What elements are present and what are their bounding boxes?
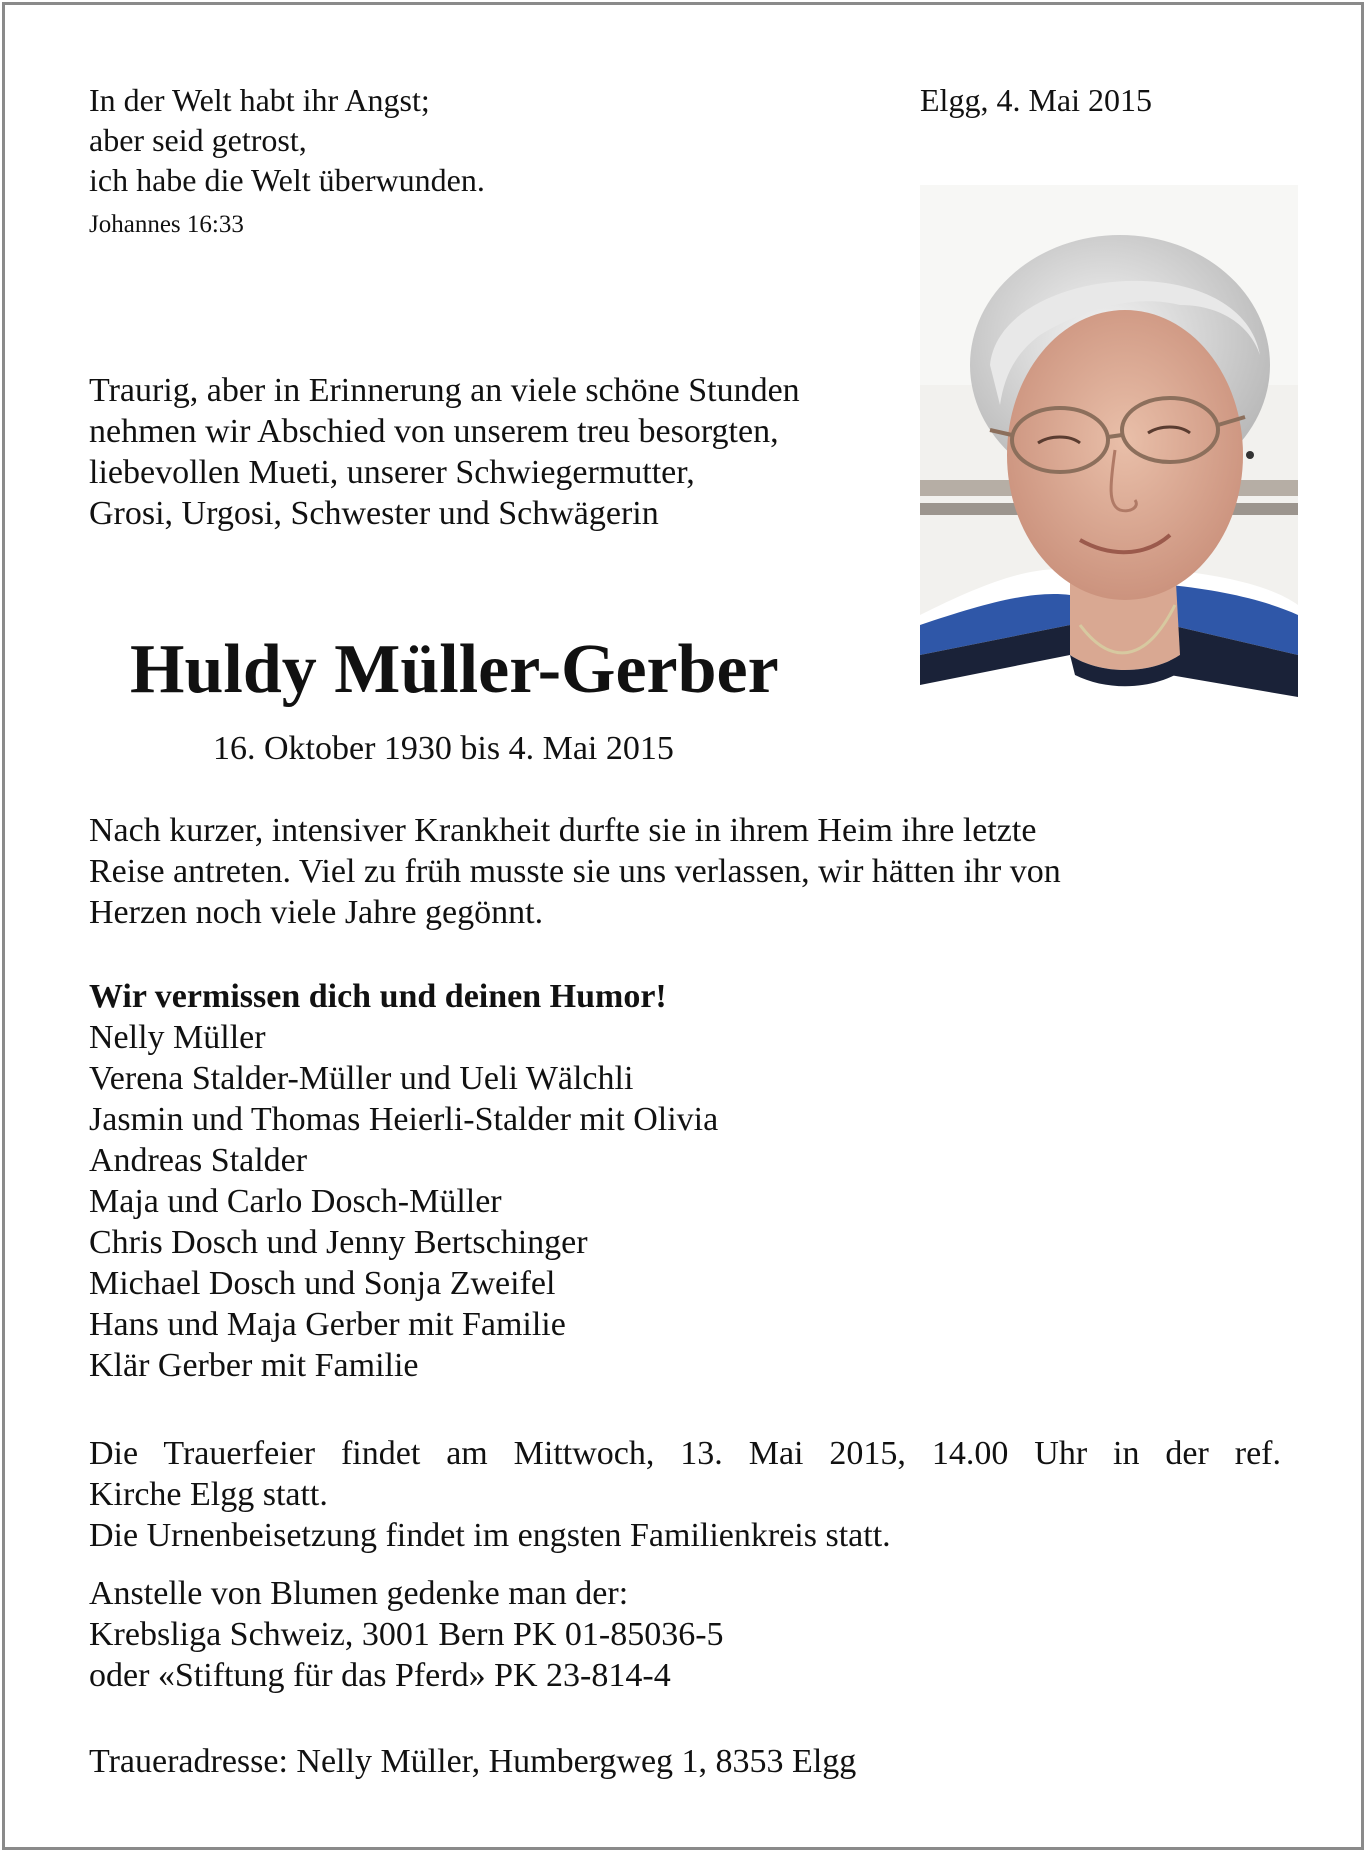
- verse-line: aber seid getrost,: [89, 122, 307, 158]
- family-list: [89, 976, 718, 1386]
- family-member: Michael Dosch und Sonja Zweifel: [89, 1265, 556, 1302]
- life-dates: 16. Oktober 1930 bis 4. Mai 2015: [213, 730, 674, 767]
- ceremony-info: [89, 1433, 1281, 1556]
- verse-line: ich habe die Welt überwunden.: [89, 162, 485, 198]
- donation-line: oder «Stiftung für das Pferd» PK 23-814-4: [89, 1657, 671, 1694]
- intro-line: Traurig, aber in Erinnerung an viele schöne Stunden: [89, 372, 800, 409]
- intro-line: nehmen wir Abschied von unserem treu besorgten,: [89, 413, 779, 450]
- bible-verse: [89, 80, 485, 200]
- family-member: Andreas Stalder: [89, 1142, 308, 1179]
- family-member: Nelly Müller: [89, 1019, 266, 1056]
- place-date: Elgg, 4. Mai 2015: [920, 82, 1152, 118]
- message-line: Nach kurzer, intensiver Krankheit durfte sie in ihrem Heim ihre letzte: [89, 812, 1037, 849]
- verse-line: In der Welt habt ihr Angst;: [89, 82, 430, 118]
- message-line: Reise antreten. Viel zu früh musste sie uns verlassen, wir hätten ihr von: [89, 853, 1061, 890]
- family-member: Hans und Maja Gerber mit Familie: [89, 1306, 566, 1343]
- intro-line: Grosi, Urgosi, Schwester und Schwägerin: [89, 495, 659, 532]
- family-member: Verena Stalder-Müller und Ueli Wälchli: [89, 1060, 634, 1097]
- message-text: [89, 810, 1061, 933]
- deceased-name: Huldy Müller-Gerber: [130, 631, 779, 708]
- donation-line: Anstelle von Blumen gedenke man der:: [89, 1575, 629, 1612]
- family-member: Klär Gerber mit Familie: [89, 1347, 419, 1384]
- portrait-photo: [920, 185, 1298, 697]
- intro-text: [89, 370, 800, 534]
- ceremony-line: Die Urnenbeisetzung findet im engsten Familienkreis statt.: [89, 1517, 891, 1554]
- message-line: Herzen noch viele Jahre gegönnt.: [89, 894, 544, 931]
- family-member: Chris Dosch und Jenny Bertschinger: [89, 1224, 588, 1261]
- verse-reference: Johannes 16:33: [89, 211, 244, 238]
- family-heading: Wir vermissen dich und deinen Humor!: [89, 978, 667, 1015]
- intro-line: liebevollen Mueti, unserer Schwiegermutter,: [89, 454, 695, 491]
- mourning-address: Traueradresse: Nelly Müller, Humbergweg 1, 8353 Elgg: [89, 1743, 857, 1780]
- ceremony-line: Die Trauerfeier findet am Mittwoch, 13. Mai 2015, 14.00 Uhr in der ref.: [89, 1435, 1281, 1472]
- donation-info: [89, 1573, 724, 1696]
- donation-line: Krebsliga Schweiz, 3001 Bern PK 01-85036-5: [89, 1616, 724, 1653]
- family-member: Jasmin und Thomas Heierli-Stalder mit Olivia: [89, 1101, 719, 1138]
- ceremony-line: Kirche Elgg statt.: [89, 1476, 328, 1513]
- family-member: Maja und Carlo Dosch-Müller: [89, 1183, 502, 1220]
